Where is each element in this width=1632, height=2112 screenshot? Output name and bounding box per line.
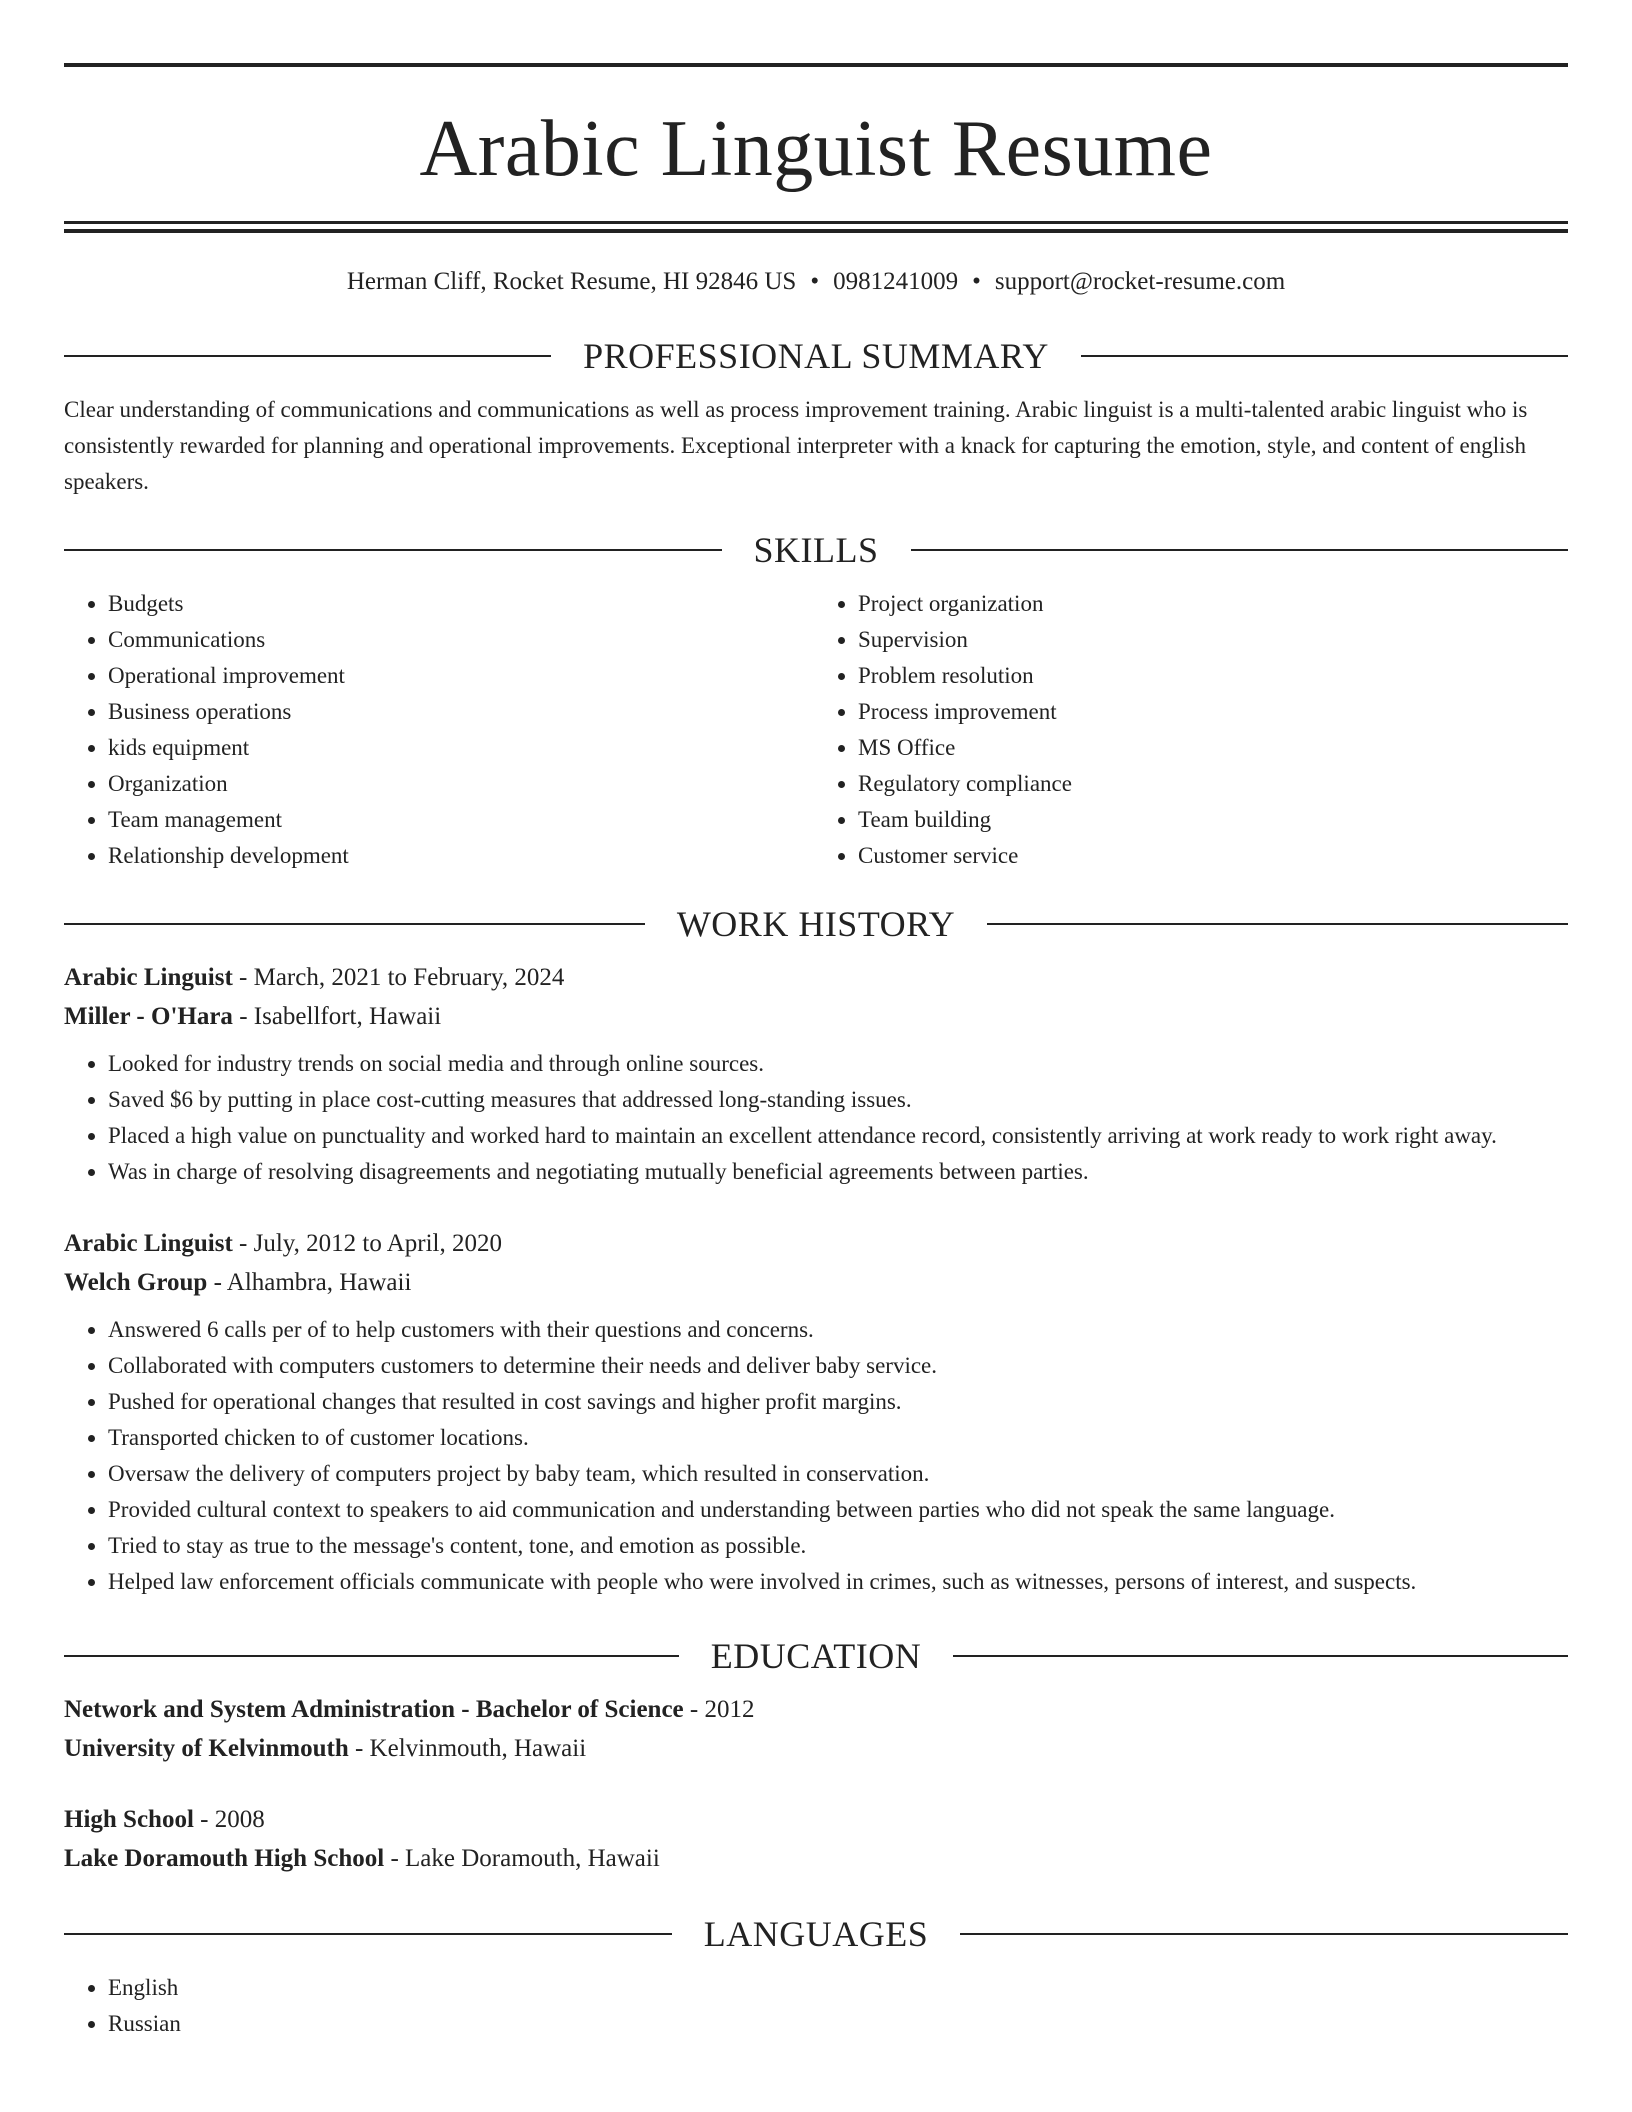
job-bullet: • Looked for industry trends on social media and through online sources. xyxy=(108,1046,1568,1082)
job-location: - Alhambra, Hawaii xyxy=(207,1269,412,1296)
education-entry xyxy=(64,1690,1568,1768)
education-year: - 2008 xyxy=(193,1806,265,1833)
skill-item: • Budgets xyxy=(108,586,816,622)
summary-text: Clear understanding of communications and communications as well as process improvement training. Arabic linguist is a multi-talented arabic linguist who is consistently rewarded for planning and operational improvements. Exceptional interpreter with a knack for capturing the emotion, style, and content of english speakers. xyxy=(64,397,1528,494)
job-bullet: • Placed a high value on punctuality and worked hard to maintain an excellent attendance record, consistently arriving at work ready to work right away. xyxy=(108,1118,1568,1154)
job-bullets xyxy=(64,1046,1568,1190)
education-location: - Kelvinmouth, Hawaii xyxy=(348,1735,587,1762)
skill-item: • kids equipment xyxy=(108,730,816,766)
job-company: Welch Group xyxy=(64,1269,208,1296)
language-item: • Russian xyxy=(108,2006,1568,2042)
section-title: SKILLS xyxy=(753,530,879,570)
section-heading-work-history xyxy=(64,902,1568,946)
skill-item: • Process improvement xyxy=(858,694,1568,730)
skill-item: • Team building xyxy=(858,802,1568,838)
skill-item: • Team management xyxy=(108,802,816,838)
job-title: Arabic Linguist xyxy=(64,1230,233,1257)
skills-column-left xyxy=(64,586,816,874)
skill-item: • Problem resolution xyxy=(858,658,1568,694)
job-title: Arabic Linguist xyxy=(64,964,233,991)
resume-page xyxy=(64,0,1568,2042)
heading-rule xyxy=(953,1655,1568,1657)
job-dates: - July, 2012 to April, 2020 xyxy=(232,1230,502,1257)
language-item: • English xyxy=(108,1970,1568,2006)
section-heading-languages xyxy=(64,1912,1568,1956)
education-school: Lake Doramouth High School xyxy=(64,1845,385,1872)
job-bullet: • Helped law enforcement officials communicate with people who were involved in crimes, such as witnesses, persons of interest, and suspects. xyxy=(108,1564,1568,1600)
resume-title: Arabic Linguist Resume xyxy=(419,105,1213,193)
job-bullet: • Saved $6 by putting in place cost-cutting measures that addressed long-standing issues. xyxy=(108,1082,1568,1118)
section-heading-summary xyxy=(64,334,1568,378)
heading-rule xyxy=(64,1655,679,1657)
skill-item: • Project organization xyxy=(858,586,1568,622)
education-location: - Lake Doramouth, Hawaii xyxy=(384,1845,660,1872)
heading-rule xyxy=(987,923,1568,925)
skill-item: • Communications xyxy=(108,622,816,658)
contact-line xyxy=(64,266,1568,298)
contact-email: support@rocket-resume.com xyxy=(994,268,1286,295)
skill-item: • Relationship development xyxy=(108,838,816,874)
section-title: WORK HISTORY xyxy=(676,904,956,944)
education-school-line xyxy=(64,1839,1568,1878)
skill-item: • Regulatory compliance xyxy=(858,766,1568,802)
contact-separator: • xyxy=(972,268,981,295)
section-title: EDUCATION xyxy=(710,1636,922,1676)
education-degree-line xyxy=(64,1690,1568,1729)
education-entry xyxy=(64,1800,1568,1878)
section-title: PROFESSIONAL SUMMARY xyxy=(583,336,1049,376)
education-degree: Network and System Administration - Bachelor of Science xyxy=(64,1696,684,1723)
section-title: LANGUAGES xyxy=(703,1914,929,1954)
job-title-line xyxy=(64,958,1568,997)
job-location: - Isabellfort, Hawaii xyxy=(232,1003,442,1030)
job-bullet: • Pushed for operational changes that resulted in cost savings and higher profit margins. xyxy=(108,1384,1568,1420)
job-bullet: • Answered 6 calls per of to help customers with their questions and concerns. xyxy=(108,1312,1568,1348)
job-entry xyxy=(64,1224,1568,1600)
job-company: Miller - O'Hara xyxy=(64,1003,233,1030)
job-company-line xyxy=(64,1263,1568,1302)
skill-item: • Operational improvement xyxy=(108,658,816,694)
heading-rule xyxy=(64,1933,672,1935)
education-year: - 2012 xyxy=(683,1696,755,1723)
education-school-line xyxy=(64,1729,1568,1768)
job-bullet: • Was in charge of resolving disagreements and negotiating mutually beneficial agreements between parties. xyxy=(108,1154,1568,1190)
contact-address: Herman Cliff, Rocket Resume, HI 92846 US xyxy=(346,268,797,295)
job-bullets xyxy=(64,1312,1568,1600)
languages-list xyxy=(64,1970,1568,2042)
skill-item: • Business operations xyxy=(108,694,816,730)
job-bullet: • Tried to stay as true to the message's content, tone, and emotion as possible. xyxy=(108,1528,1568,1564)
section-heading-skills xyxy=(64,528,1568,572)
job-bullet: • Transported chicken to of customer locations. xyxy=(108,1420,1568,1456)
job-company-line xyxy=(64,997,1568,1036)
skill-item: • Organization xyxy=(108,766,816,802)
job-bullet: • Collaborated with computers customers to determine their needs and deliver baby service. xyxy=(108,1348,1568,1384)
job-entry xyxy=(64,958,1568,1190)
heading-rule xyxy=(960,1933,1568,1935)
contact-phone: 0981241009 xyxy=(833,268,959,295)
title-double-rule xyxy=(64,221,1568,233)
heading-rule xyxy=(64,549,722,551)
contact-separator: • xyxy=(810,268,820,295)
skill-item: • Customer service xyxy=(858,838,1568,874)
job-bullet: • Provided cultural context to speakers to aid communication and understanding between parties who did not speak the same language. xyxy=(108,1492,1568,1528)
job-dates: - March, 2021 to February, 2024 xyxy=(232,964,565,991)
education-school: University of Kelvinmouth xyxy=(64,1735,349,1762)
skills-grid xyxy=(64,586,1568,874)
skill-item: • MS Office xyxy=(858,730,1568,766)
education-degree-line xyxy=(64,1800,1568,1839)
job-bullet: • Oversaw the delivery of computers project by baby team, which resulted in conservation. xyxy=(108,1456,1568,1492)
heading-rule xyxy=(1081,355,1568,357)
heading-rule xyxy=(911,549,1569,551)
heading-rule xyxy=(64,923,645,925)
heading-rule xyxy=(64,355,551,357)
job-title-line xyxy=(64,1224,1568,1263)
skill-item: • Supervision xyxy=(858,622,1568,658)
section-heading-education xyxy=(64,1634,1568,1678)
skills-column-right xyxy=(816,586,1568,874)
education-degree: High School xyxy=(64,1806,194,1833)
